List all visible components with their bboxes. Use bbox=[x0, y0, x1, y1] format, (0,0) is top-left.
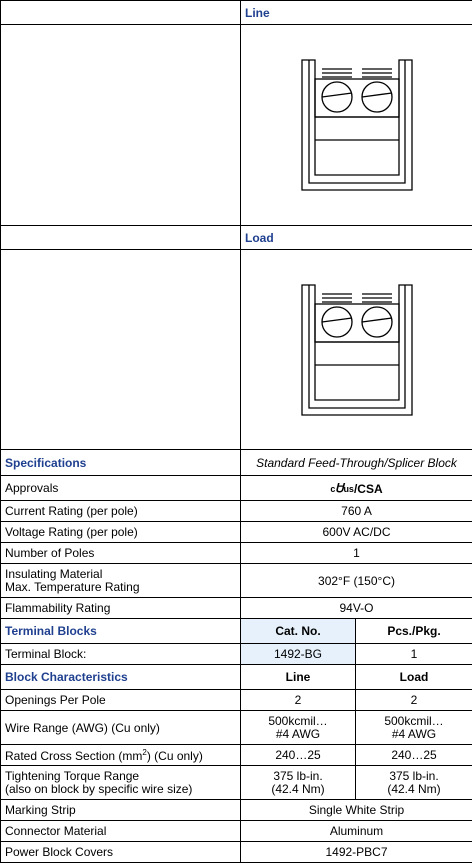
temp-rating-label: Max. Temperature Rating bbox=[5, 580, 140, 594]
cross-section-load: 240…25 bbox=[356, 745, 472, 766]
line-image-row bbox=[1, 25, 472, 226]
openings-load: 2 bbox=[356, 690, 472, 711]
terminal-block-icon bbox=[297, 280, 417, 420]
spec-row-poles bbox=[1, 543, 472, 564]
specifications-header-row bbox=[1, 450, 472, 476]
openings-label: Openings Per Pole bbox=[1, 690, 241, 711]
load-heading-row bbox=[1, 226, 472, 250]
cross-label-sup: 2 bbox=[142, 748, 146, 757]
spec-row-voltage bbox=[1, 522, 472, 543]
empty-cell bbox=[1, 25, 241, 226]
spec-label: Approvals bbox=[1, 476, 241, 501]
pcs-pkg-header: Pcs./Pkg. bbox=[356, 619, 472, 644]
spec-label bbox=[1, 564, 241, 598]
cat-no-header: Cat. No. bbox=[241, 619, 356, 644]
terminal-block-icon bbox=[297, 55, 417, 195]
terminal-blocks-heading: Terminal Blocks bbox=[1, 619, 241, 644]
power-block-covers-value: 1492-PBC7 bbox=[241, 842, 472, 863]
approvals-value: /CSA bbox=[354, 482, 383, 496]
spec-row-approvals bbox=[1, 476, 472, 501]
torque-load bbox=[356, 766, 472, 800]
line-column-header: Line bbox=[241, 665, 356, 690]
wire-range-line bbox=[241, 711, 356, 745]
spec-row-flammability bbox=[1, 598, 472, 619]
torque-line bbox=[241, 766, 356, 800]
torque-load-2: (42.4 Nm) bbox=[387, 782, 440, 796]
wire-load-value-1: 500kcmil… bbox=[384, 714, 443, 728]
cross-label-post: ) (Cu only) bbox=[147, 749, 203, 763]
spec-value: 94V-O bbox=[241, 598, 472, 619]
empty-cell bbox=[1, 250, 241, 450]
pcs-value: 1 bbox=[356, 644, 472, 665]
ul-mark-icon: cᏌus bbox=[330, 484, 354, 494]
wire-range-label: Wire Range (AWG) (Cu only) bbox=[1, 711, 241, 745]
cross-section-row bbox=[1, 745, 472, 766]
load-image-row bbox=[1, 250, 472, 450]
load-column-header: Load bbox=[356, 665, 472, 690]
specifications-subheading: Standard Feed-Through/Splicer Block bbox=[241, 450, 472, 476]
cross-section-line: 240…25 bbox=[241, 745, 356, 766]
wire-range-load bbox=[356, 711, 472, 745]
torque-label-2: (also on block by specific wire size) bbox=[5, 782, 192, 796]
connector-material-row bbox=[1, 821, 472, 842]
spec-label: Voltage Rating (per pole) bbox=[1, 522, 241, 543]
openings-line: 2 bbox=[241, 690, 356, 711]
torque-label bbox=[1, 766, 241, 800]
spec-row-current bbox=[1, 501, 472, 522]
torque-load-1: 375 lb-in. bbox=[389, 769, 438, 783]
spec-label: Number of Poles bbox=[1, 543, 241, 564]
load-title: Load bbox=[241, 226, 472, 250]
spec-label: Flammability Rating bbox=[1, 598, 241, 619]
terminal-block-label: Terminal Block: bbox=[1, 644, 241, 665]
line-heading-row bbox=[1, 1, 472, 25]
torque-row bbox=[1, 766, 472, 800]
connector-material-value: Aluminum bbox=[241, 821, 472, 842]
marking-strip-row bbox=[1, 800, 472, 821]
openings-row bbox=[1, 690, 472, 711]
cat-no-value: 1492-BG bbox=[241, 644, 356, 665]
block-characteristics-header-row bbox=[1, 665, 472, 690]
spec-label: Current Rating (per pole) bbox=[1, 501, 241, 522]
torque-line-2: (42.4 Nm) bbox=[271, 782, 324, 796]
torque-line-1: 375 lb-in. bbox=[273, 769, 322, 783]
wire-line-value-2: #4 AWG bbox=[276, 727, 320, 741]
cross-label-pre: Rated Cross Section (mm bbox=[5, 749, 142, 763]
torque-label-1: Tightening Torque Range bbox=[5, 769, 139, 783]
line-block-drawing bbox=[241, 25, 472, 226]
cross-section-label bbox=[1, 745, 241, 766]
spec-value: 600V AC/DC bbox=[241, 522, 472, 543]
terminal-blocks-header-row bbox=[1, 619, 472, 644]
specifications-heading: Specifications bbox=[1, 450, 241, 476]
spec-value bbox=[241, 476, 472, 501]
empty-cell bbox=[1, 1, 241, 25]
power-block-covers-row bbox=[1, 842, 472, 863]
spec-value: 760 A bbox=[241, 501, 472, 522]
insulating-label: Insulating Material bbox=[5, 567, 102, 581]
marking-strip-value: Single White Strip bbox=[241, 800, 472, 821]
wire-line-value-1: 500kcmil… bbox=[268, 714, 327, 728]
marking-strip-label: Marking Strip bbox=[1, 800, 241, 821]
line-title: Line bbox=[241, 1, 472, 25]
power-block-covers-label: Power Block Covers bbox=[1, 842, 241, 863]
spec-value: 1 bbox=[241, 543, 472, 564]
empty-cell bbox=[1, 226, 241, 250]
spec-value: 302°F (150°C) bbox=[241, 564, 472, 598]
load-block-drawing bbox=[241, 250, 472, 450]
terminal-block-row bbox=[1, 644, 472, 665]
block-characteristics-heading: Block Characteristics bbox=[1, 665, 241, 690]
connector-material-label: Connector Material bbox=[1, 821, 241, 842]
wire-range-row bbox=[1, 711, 472, 745]
spec-row-insulating bbox=[1, 564, 472, 598]
wire-load-value-2: #4 AWG bbox=[392, 727, 436, 741]
